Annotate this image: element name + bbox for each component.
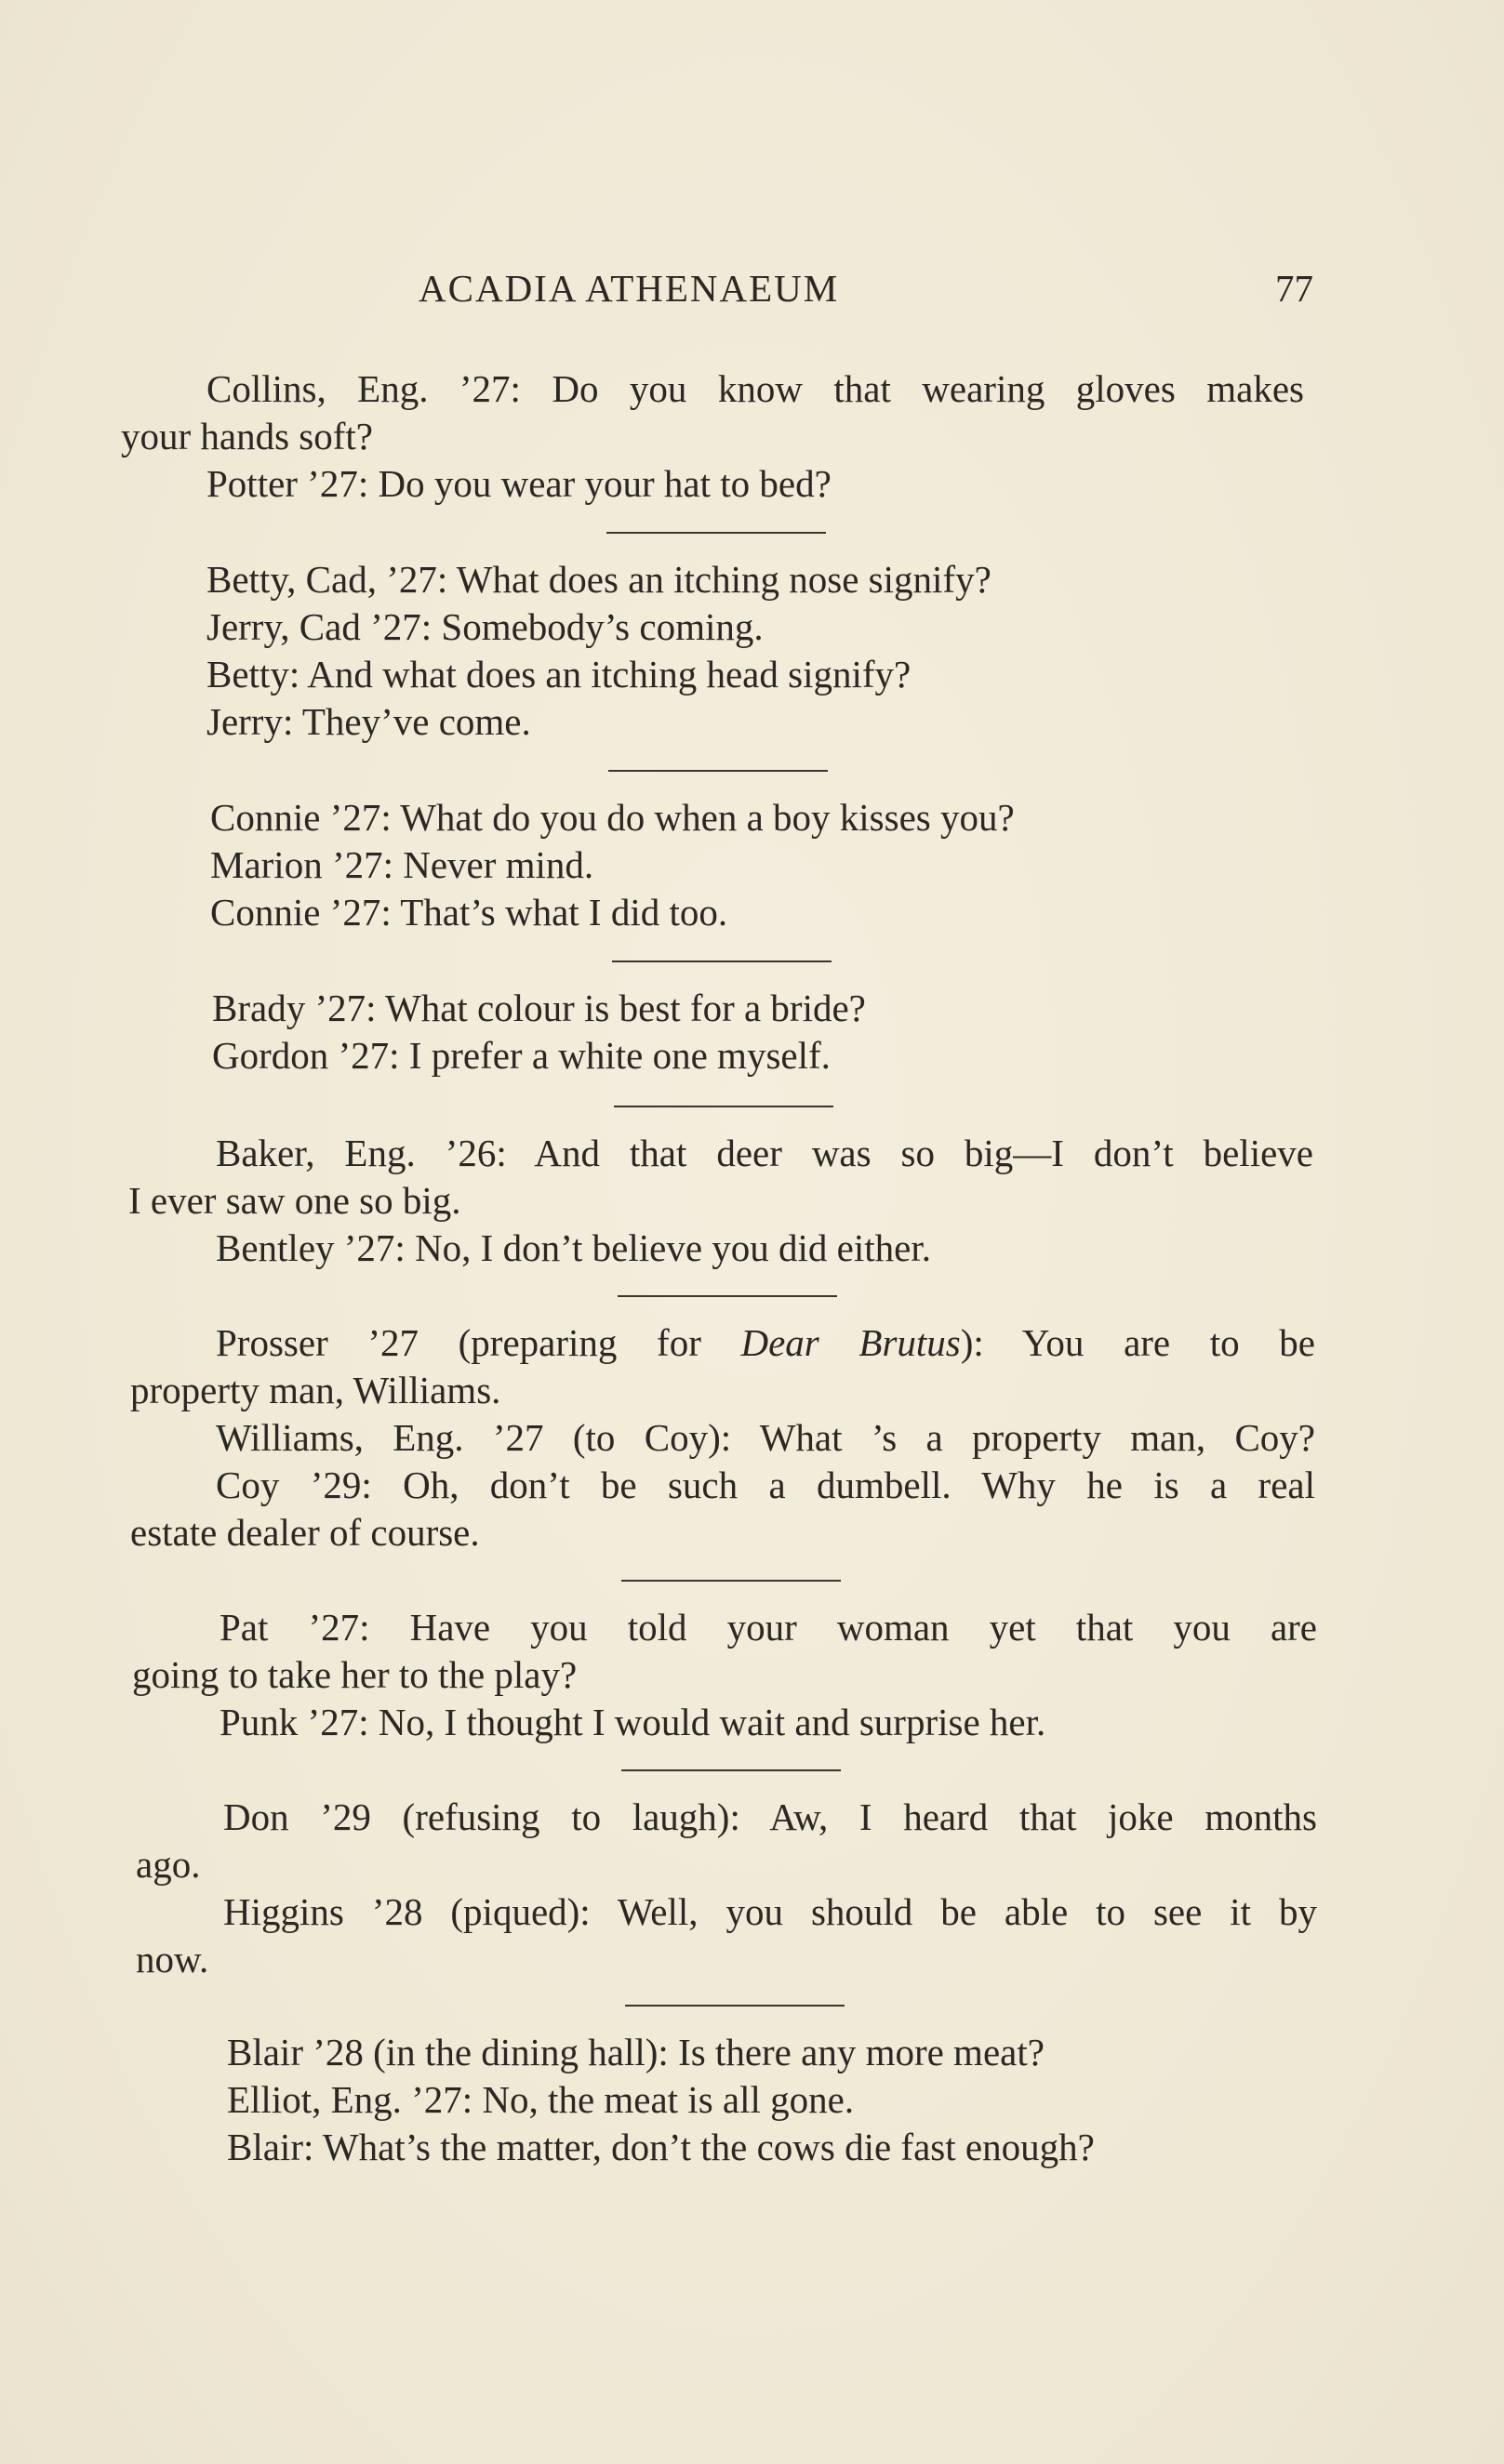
text-line: I ever saw one so big. [128, 1179, 461, 1222]
section-divider [612, 960, 832, 962]
page-number: 77 [1275, 267, 1313, 310]
text-line: Baker, Eng. ’26: And that deer was so big—I don’t believe [216, 1132, 1313, 1174]
text-line: Marion ’27: Never mind. [210, 843, 594, 886]
text-line: Connie ’27: That’s what I did too. [210, 891, 728, 934]
text-line: Gordon ’27: I prefer a white one myself. [212, 1034, 831, 1077]
text-line: Williams, Eng. ’27 (to Coy): What ’s a property man, Coy? [216, 1416, 1315, 1459]
text-line: Don ’29 (refusing to laugh): Aw, I heard that joke months [223, 1795, 1317, 1838]
text-line: Collins, Eng. ’27: Do you know that wearing gloves makes [206, 367, 1304, 410]
text-line: Punk ’27: No, I thought I would wait and surprise her. [220, 1701, 1046, 1743]
section-divider [621, 1769, 841, 1771]
text-line: property man, Williams. [130, 1369, 501, 1411]
running-header [121, 266, 1313, 322]
text-line: Jerry, Cad ’27: Somebody’s coming. [206, 605, 764, 648]
play-title: Dear Brutus [740, 1321, 961, 1364]
section-divider [608, 770, 828, 772]
line-part: Prosser ’27 (preparing for [216, 1321, 741, 1364]
text-line: Higgins ’28 (piqued): Well, you should be able to see it by [223, 1890, 1317, 1933]
text-line: going to take her to the play? [132, 1653, 578, 1696]
section-divider [621, 1580, 841, 1582]
text-line: your hands soft? [121, 415, 374, 457]
text-line: Potter ’27: Do you wear your hat to bed? [206, 462, 832, 505]
text-line: ago. [136, 1843, 201, 1886]
text-line: Pat ’27: Have you told your woman yet that you are [220, 1606, 1317, 1649]
header-title: ACADIA ATHENAEUM [419, 267, 840, 310]
text-line: Coy ’29: Oh, don’t be such a dumbell. Why he is a real [216, 1464, 1315, 1506]
text-line [216, 1319, 1315, 1367]
section-divider [614, 1106, 833, 1107]
text-line: Connie ’27: What do you do when a boy kisses you? [210, 796, 1015, 839]
text-line: Elliot, Eng. ’27: No, the meat is all gone. [227, 2078, 855, 2121]
text-line: now. [136, 1938, 209, 1980]
text-line: estate dealer of course. [130, 1511, 480, 1554]
text-line: Bentley ’27: No, I don’t believe you did either. [216, 1226, 931, 1269]
text-line: Betty, Cad, ’27: What does an itching nose signify? [206, 558, 992, 601]
text-line: Brady ’27: What colour is best for a bride? [212, 987, 866, 1029]
text-line: Blair ’28 (in the dining hall): Is there any more meat? [227, 2031, 1045, 2073]
text-line: Betty: And what does an itching head signify? [206, 653, 912, 695]
text-line: Blair: What’s the matter, don’t the cows die fast enough? [227, 2126, 1095, 2168]
section-divider [618, 1295, 837, 1297]
line-part: ): You are to be [960, 1321, 1316, 1364]
section-divider [625, 2005, 845, 2007]
text-line: Jerry: They’ve come. [206, 700, 531, 743]
section-divider [606, 532, 826, 534]
